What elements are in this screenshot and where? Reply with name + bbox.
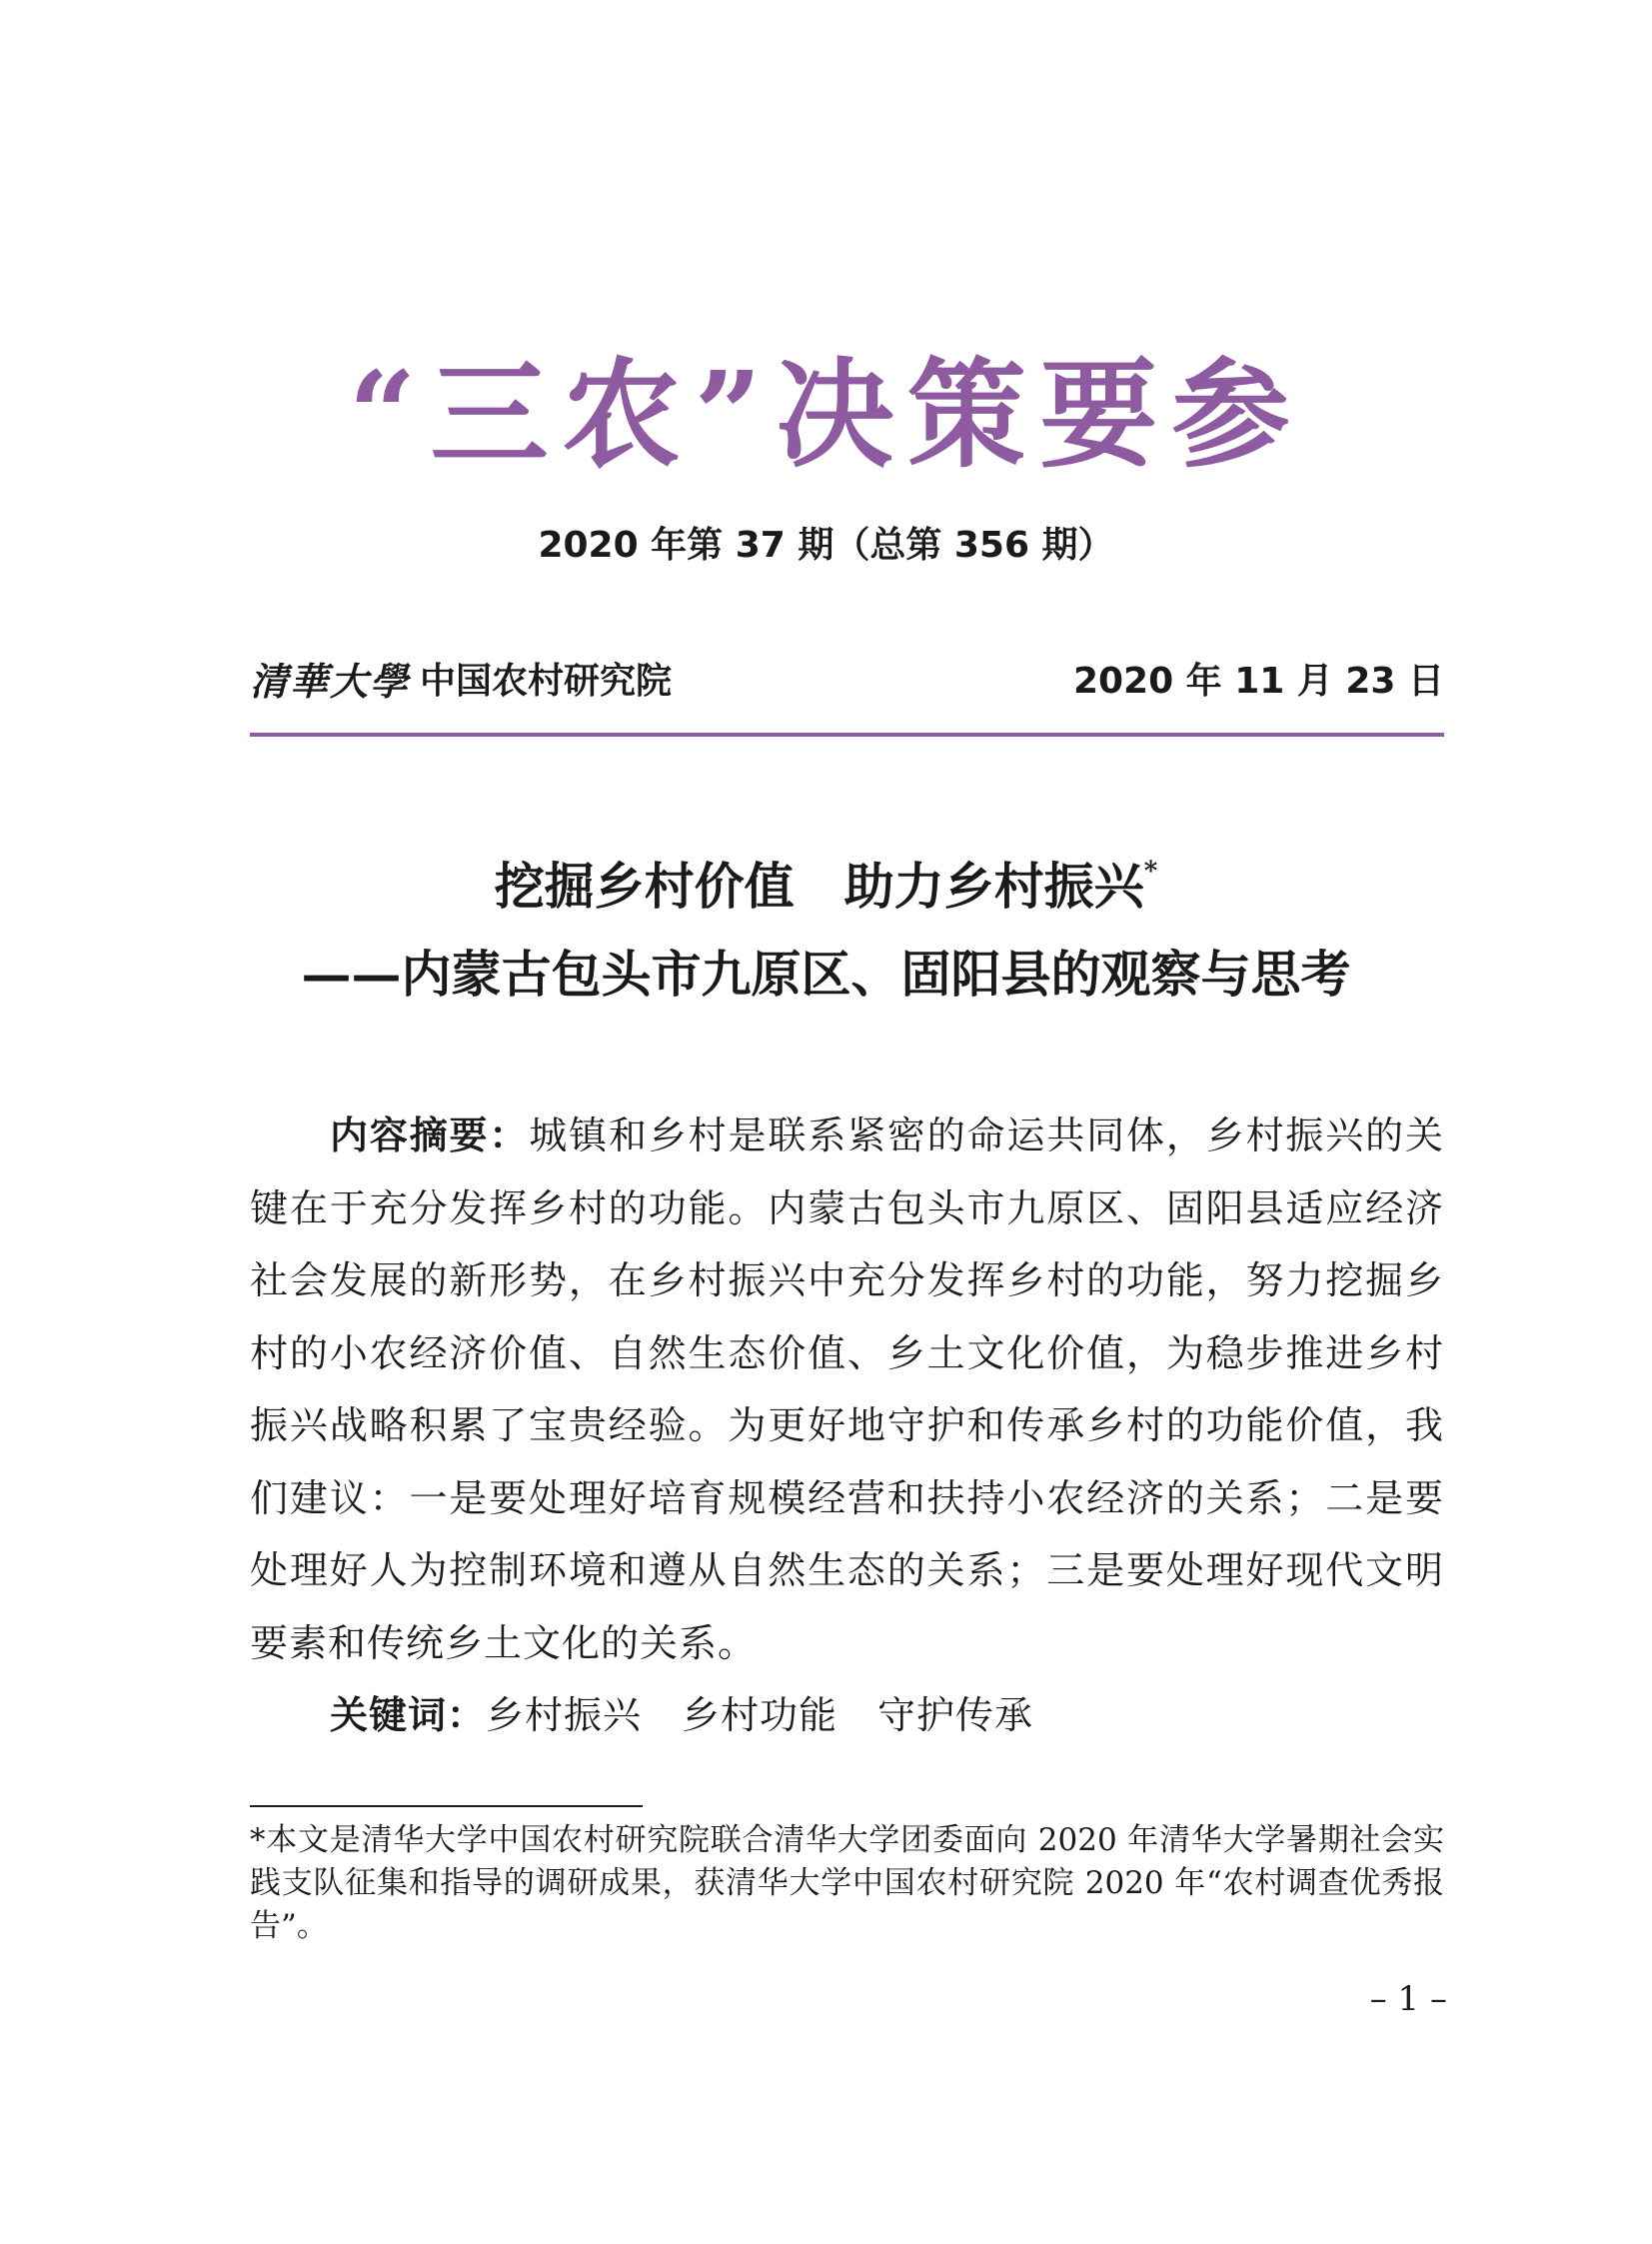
footnote-text: *本文是清华大学中国农村研究院联合清华大学团委面向 2020 年清华大学暑期社会实践支队征集和指导的调研成果，获清华大学中国农村研究院 2020 年“农村调查优秀报告”。 bbox=[250, 1822, 1444, 1944]
keywords-line bbox=[330, 1679, 1073, 1751]
publisher-header bbox=[250, 652, 1444, 712]
article-subtitle: ——内蒙古包头市九原区、固阳县的观察与思考 bbox=[301, 945, 1351, 1004]
abstract-paragraph bbox=[250, 1100, 1444, 1679]
abstract-text: 城镇和乡村是联系紧密的命运共同体，乡村振兴的关键在于充分发挥乡村的功能。内蒙古包头市九原区、固阳县适应经济社会发展的新形势，在乡村振兴中充分发挥乡村的功能，努力挖掘乡村的小农经济价值、自然生态价值、乡土文化价值，为稳步推进乡村振兴战略积累了宝贵经验。为更好地守护和传承乡村的功能价值，我们建议：一是要处理好培育规模经营和扶持小农经济的关系；二是要处理好人为控制环境和遵从自然生态的关系；三是要处理好现代文明要素和传统乡土文化的关系。 bbox=[250, 1114, 1444, 1665]
institute-name: 中国农村研究院 bbox=[420, 661, 673, 702]
masthead-title: “三农”决策要参 bbox=[348, 345, 1304, 484]
article-title-text: 挖掘乡村价值 助力乡村振兴 bbox=[494, 857, 1144, 916]
keyword-item: 乡村振兴 bbox=[486, 1693, 643, 1737]
article-title bbox=[0, 852, 1652, 922]
issue-number: 2020 年第 37 期（总第 356 期） bbox=[538, 525, 1114, 566]
keyword-item: 守护传承 bbox=[877, 1693, 1034, 1737]
header-divider bbox=[250, 733, 1444, 737]
footnote-divider bbox=[250, 1805, 643, 1807]
university-logo: 清華大學 bbox=[250, 659, 411, 704]
title-footnote-mark: * bbox=[1143, 857, 1158, 887]
page-number: – 1 – bbox=[1369, 1979, 1447, 2019]
keywords-label: 关键词： bbox=[330, 1693, 487, 1737]
abstract-label: 内容摘要： bbox=[330, 1114, 530, 1157]
publication-date: 2020 年 11 月 23 日 bbox=[1072, 661, 1444, 702]
keyword-item: 乡村功能 bbox=[682, 1693, 838, 1737]
